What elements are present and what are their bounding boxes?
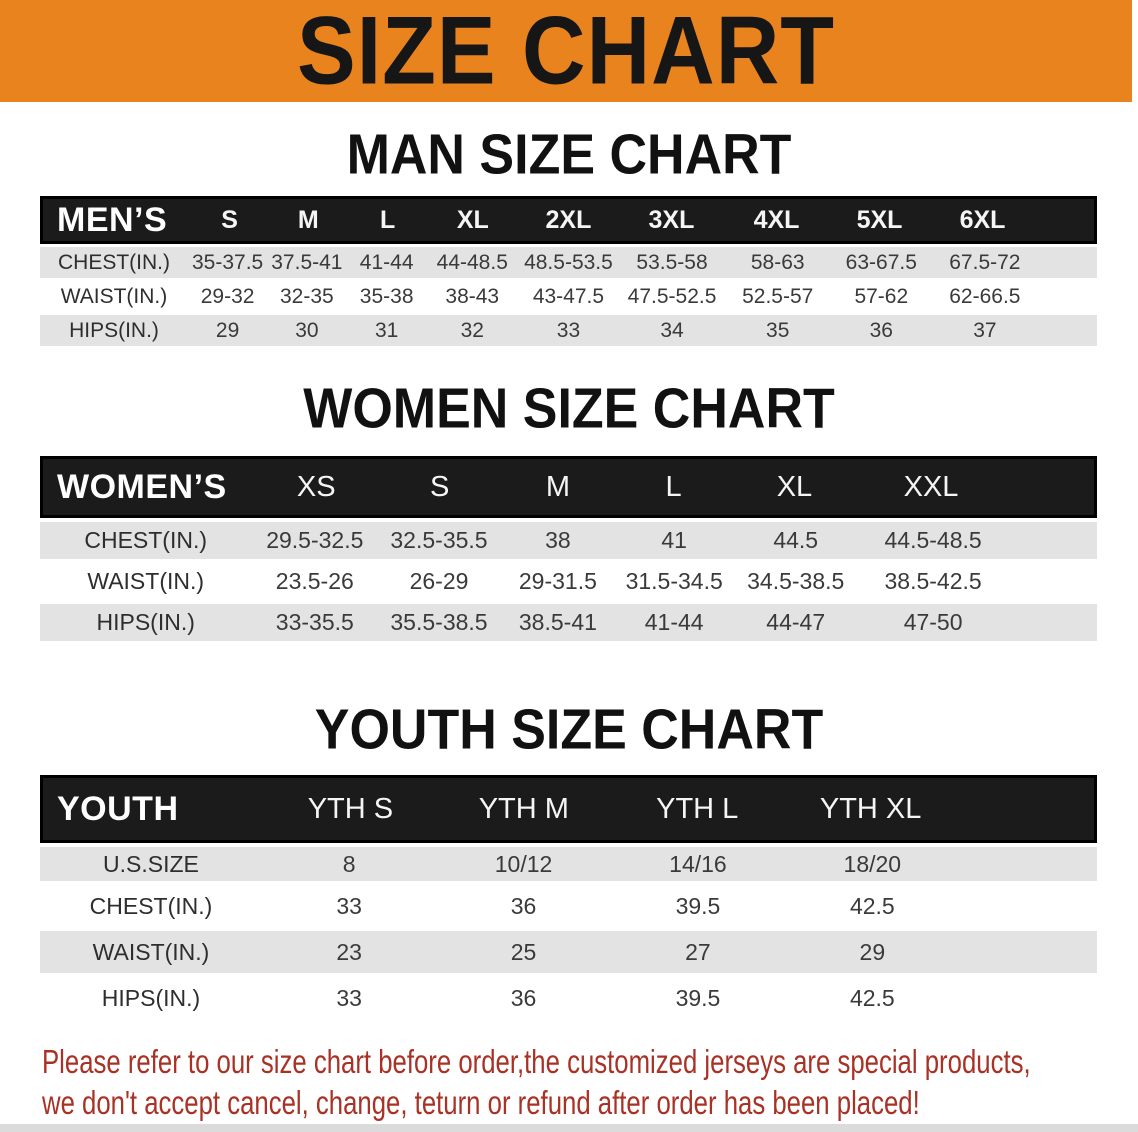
- women-column-header-xxl: XXL: [903, 470, 959, 503]
- men-hips-row: [40, 315, 1097, 346]
- data-cell: 31.5-34.5: [625, 568, 723, 594]
- men-column-header-l: L: [380, 205, 396, 234]
- youth-column-header-s: YTH S: [307, 792, 394, 825]
- data-cell: 38.5-41: [518, 609, 597, 635]
- data-cell: 10/12: [494, 850, 553, 877]
- data-cell: 53.5-58: [636, 250, 708, 274]
- data-cell: 23.5-26: [275, 568, 354, 594]
- data-cell: 39.5: [675, 984, 721, 1011]
- data-cell: 37: [973, 318, 997, 342]
- data-cell: 26-29: [409, 568, 469, 594]
- row-label-waist: WAIST(IN.): [60, 284, 168, 308]
- data-cell: 67.5-72: [949, 250, 1021, 274]
- youth-table-header-row: [40, 775, 1097, 843]
- data-cell: 36: [510, 892, 537, 919]
- data-cell: 41-44: [644, 609, 704, 635]
- data-cell: 44.5: [773, 527, 819, 553]
- data-cell: 36: [869, 318, 893, 342]
- data-cell: 34.5-38.5: [747, 568, 845, 594]
- row-label-waist: WAIST(IN.): [92, 938, 210, 965]
- data-cell: 57-62: [854, 284, 909, 308]
- data-cell: 43-47.5: [532, 284, 605, 308]
- data-cell: 29: [215, 318, 240, 342]
- data-cell: 33: [336, 984, 362, 1011]
- men-table-title: MEN’S: [57, 200, 168, 239]
- women-section-heading: WOMEN SIZE CHART: [303, 377, 835, 441]
- women-waist-row: [40, 563, 1097, 600]
- data-cell: 32.5-35.5: [390, 527, 488, 553]
- data-cell: 35.5-38.5: [390, 609, 488, 635]
- youth-column-header-xl: YTH XL: [819, 792, 922, 825]
- data-cell: 29-31.5: [518, 568, 597, 594]
- youth-column-header-m: YTH M: [478, 792, 569, 825]
- women-chest-row: [40, 522, 1097, 559]
- data-cell: 39.5: [675, 892, 721, 919]
- youth-size-table: [40, 775, 1097, 1019]
- data-cell: 38.5-42.5: [884, 568, 982, 594]
- men-column-header-2xl: 2XL: [545, 205, 592, 234]
- men-column-header-3xl: 3XL: [648, 205, 695, 234]
- youth-section: [0, 698, 1138, 1019]
- data-cell: 35-37.5: [191, 250, 264, 274]
- women-size-table: [40, 456, 1097, 641]
- women-column-header-m: M: [545, 470, 571, 503]
- women-table-header-row: [40, 456, 1097, 518]
- men-column-header-m: M: [297, 205, 319, 234]
- row-label-chest: CHEST(IN.): [84, 527, 208, 553]
- data-cell: 44-48.5: [436, 250, 508, 274]
- data-cell: 44-47: [766, 609, 826, 635]
- row-label-hips: HIPS(IN.): [96, 609, 195, 635]
- women-section: [0, 377, 1138, 641]
- data-cell: 58-63: [750, 250, 805, 274]
- data-cell: 33: [336, 892, 362, 919]
- data-cell: 18/20: [843, 850, 902, 877]
- row-label-chest: CHEST(IN.): [89, 892, 213, 919]
- data-cell: 31: [374, 318, 399, 342]
- women-column-header-xl: XL: [776, 470, 813, 503]
- women-column-header-xs: XS: [296, 470, 336, 503]
- data-cell: 42.5: [849, 892, 895, 919]
- men-column-header-4xl: 4XL: [753, 205, 800, 234]
- row-label-hips: HIPS(IN.): [69, 318, 159, 342]
- men-section: [0, 123, 1138, 346]
- footer-note-line2: we don't accept cancel, change, teturn or refund after order has been placed!: [42, 1084, 920, 1121]
- women-column-header-s: S: [430, 470, 450, 503]
- men-chest-row: [40, 247, 1097, 278]
- data-cell: 41-44: [359, 250, 414, 274]
- men-column-header-5xl: 5XL: [856, 205, 903, 234]
- footer-note-line1: Please refer to our size chart before order,the customized jerseys are special products,: [42, 1043, 1031, 1080]
- youth-table-title: YOUTH: [57, 789, 179, 828]
- data-cell: 29.5-32.5: [266, 527, 364, 553]
- data-cell: 36: [510, 984, 537, 1011]
- data-cell: 33: [556, 318, 581, 342]
- men-column-header-s: S: [221, 205, 238, 234]
- youth-ussize-row: [40, 847, 1097, 881]
- data-cell: 37.5-41: [271, 250, 343, 274]
- data-cell: 41: [661, 527, 687, 553]
- youth-hips-row: [40, 977, 1097, 1019]
- men-column-header-6xl: 6XL: [959, 205, 1006, 234]
- men-size-table: [40, 196, 1097, 346]
- men-column-header-xl: XL: [456, 205, 489, 234]
- data-cell: 29: [859, 938, 886, 965]
- data-cell: 32-35: [280, 284, 334, 308]
- data-cell: 23: [336, 938, 362, 965]
- data-cell: 42.5: [849, 984, 895, 1011]
- footer-note: [42, 1041, 1138, 1123]
- row-label-ussize: U.S.SIZE: [103, 850, 199, 877]
- data-cell: 8: [342, 850, 356, 877]
- data-cell: 38-43: [445, 284, 500, 308]
- data-cell: 33-35.5: [275, 609, 354, 635]
- data-cell: 47.5-52.5: [627, 284, 717, 308]
- youth-section-heading: YOUTH SIZE CHART: [314, 698, 824, 762]
- size-chart-banner: [0, 0, 1132, 105]
- data-cell: 35-38: [359, 284, 414, 308]
- data-cell: 27: [685, 938, 711, 965]
- row-label-hips: HIPS(IN.): [101, 984, 201, 1011]
- data-cell: 62-66.5: [949, 284, 1021, 308]
- women-table-title: WOMEN’S: [57, 467, 227, 506]
- bottom-edge-strip: [0, 1124, 1138, 1132]
- youth-chest-row: [40, 885, 1097, 927]
- data-cell: 34: [660, 318, 684, 342]
- youth-waist-row: [40, 931, 1097, 973]
- data-cell: 35: [766, 318, 790, 342]
- data-cell: 14/16: [669, 850, 727, 877]
- row-label-waist: WAIST(IN.): [87, 568, 205, 594]
- row-label-chest: CHEST(IN.): [57, 250, 170, 274]
- data-cell: 47-50: [903, 609, 963, 635]
- data-cell: 29-32: [200, 284, 255, 308]
- men-section-heading: MAN SIZE CHART: [346, 123, 792, 187]
- data-cell: 30: [295, 318, 319, 342]
- men-waist-row: [40, 281, 1097, 312]
- data-cell: 52.5-57: [742, 284, 814, 308]
- youth-column-header-l: YTH L: [656, 792, 739, 825]
- data-cell: 44.5-48.5: [884, 527, 982, 553]
- data-cell: 25: [510, 938, 537, 965]
- data-cell: 48.5-53.5: [524, 250, 613, 274]
- women-column-header-l: L: [665, 470, 682, 503]
- women-hips-row: [40, 604, 1097, 641]
- data-cell: 38: [545, 527, 571, 553]
- banner-title: SIZE CHART: [297, 0, 835, 105]
- men-table-header-row: [40, 196, 1097, 244]
- data-cell: 63-67.5: [845, 250, 917, 274]
- data-cell: 32: [460, 318, 484, 342]
